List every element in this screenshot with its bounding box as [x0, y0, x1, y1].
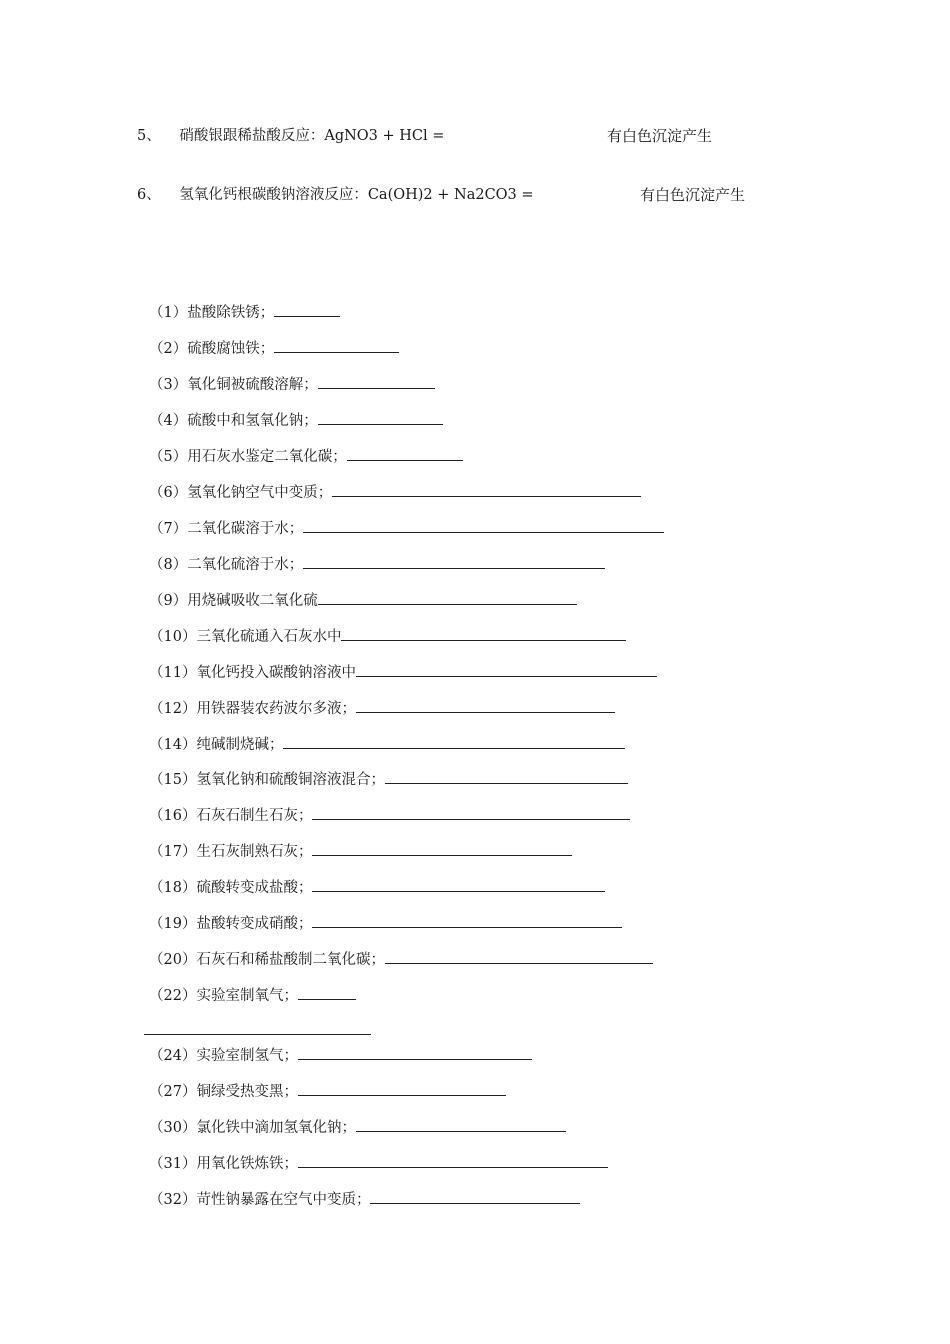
reaction-number: 6、 — [137, 187, 161, 203]
exercise-label: （30）氯化铁中滴加氢氧化钠； — [149, 1120, 356, 1136]
exercise-label: （1）盐酸除铁锈； — [149, 305, 275, 321]
exercise-label: （17）生石灰制熟石灰； — [149, 844, 313, 860]
answer-blank[interactable] — [356, 698, 615, 713]
answer-blank[interactable] — [312, 913, 622, 928]
exercise-item — [149, 734, 625, 755]
answer-blank[interactable] — [318, 374, 435, 389]
exercise-item — [149, 554, 605, 575]
exercise-item — [149, 949, 653, 970]
exercise-item — [149, 841, 572, 862]
exercise-item — [149, 913, 622, 934]
exercise-item — [149, 374, 435, 395]
exercise-item — [149, 805, 630, 826]
answer-blank[interactable] — [298, 985, 356, 1000]
exercise-label: （15）氢氧化钠和硫酸铜溶液混合； — [149, 772, 385, 788]
exercise-label: （31）用氧化铁炼铁； — [149, 1156, 298, 1172]
exercise-label: （24）实验室制氢气； — [149, 1048, 298, 1064]
exercise-label: （18）硫酸转变成盐酸； — [149, 880, 313, 896]
exercise-item — [149, 446, 463, 467]
reaction-5 — [137, 126, 444, 146]
exercise-label: （9）用烧碱吸收二氧化硫 — [149, 593, 318, 609]
exercise-label: （3）氧化铜被硫酸溶解； — [149, 377, 318, 393]
reaction-text: 硝酸银跟稀盐酸反应：AgNO3 + HCl = — [179, 128, 445, 144]
exercise-label: （22）实验室制氧气； — [149, 988, 298, 1004]
answer-blank[interactable] — [283, 734, 625, 749]
exercise-item — [149, 769, 628, 790]
reaction-5-result: 有白色沉淀产生 — [607, 127, 713, 145]
exercise-item — [149, 985, 356, 1006]
exercise-label: （16）石灰石制生石灰； — [149, 808, 313, 824]
answer-blank[interactable] — [312, 877, 605, 892]
exercise-label: （4）硫酸中和氢氧化钠； — [149, 413, 318, 429]
exercise-item — [149, 590, 577, 611]
answer-blank[interactable] — [356, 1117, 566, 1132]
exercise-item — [149, 698, 615, 719]
answer-blank[interactable] — [356, 662, 657, 677]
answer-blank[interactable] — [303, 554, 605, 569]
answer-blank[interactable] — [274, 302, 340, 317]
answer-blank[interactable] — [347, 446, 463, 461]
exercise-item — [149, 410, 443, 431]
reaction-text: 氢氧化钙根碳酸钠溶液反应：Ca(OH)2 + Na2CO3 = — [179, 187, 534, 203]
answer-blank[interactable] — [303, 518, 664, 533]
exercise-item — [149, 1189, 580, 1210]
exercise-item — [149, 626, 626, 647]
exercise-label: （5）用石灰水鉴定二氧化碳； — [149, 449, 347, 465]
exercise-item — [149, 1153, 608, 1174]
answer-blank[interactable] — [298, 1153, 608, 1168]
reaction-number: 5、 — [137, 128, 161, 144]
reaction-6-result: 有白色沉淀产生 — [640, 186, 746, 204]
exercise-label: （12）用铁器装农药波尔多液； — [149, 701, 356, 717]
exercise-item — [149, 1081, 506, 1102]
exercise-item — [149, 1045, 532, 1066]
exercise-item — [149, 338, 399, 359]
answer-blank[interactable] — [341, 626, 626, 641]
exercise-item — [149, 877, 605, 898]
answer-blank[interactable] — [332, 482, 641, 497]
exercise-label: （7）二氧化碳溶于水； — [149, 521, 304, 537]
exercise-item — [149, 662, 657, 683]
exercise-label: （6）氢氧化钠空气中变质； — [149, 485, 333, 501]
answer-blank[interactable] — [385, 949, 653, 964]
answer-blank[interactable] — [298, 1045, 532, 1060]
exercise-item — [149, 518, 664, 539]
exercise-label: （19）盐酸转变成硝酸； — [149, 916, 313, 932]
answer-blank[interactable] — [298, 1081, 506, 1096]
answer-blank[interactable] — [312, 805, 630, 820]
exercise-label: （8）二氧化硫溶于水； — [149, 557, 304, 573]
exercise-label: （10）三氧化硫通入石灰水中 — [149, 629, 342, 645]
exercise-label: （20）石灰石和稀盐酸制二氧化碳； — [149, 952, 385, 968]
answer-blank[interactable] — [318, 410, 443, 425]
exercise-item — [149, 1117, 566, 1138]
reaction-6 — [137, 185, 534, 205]
exercise-label: （11）氧化钙投入碳酸钠溶液中 — [149, 665, 356, 681]
exercise-label: （27）铜绿受热变黑； — [149, 1084, 298, 1100]
exercise-item — [149, 482, 641, 503]
answer-blank[interactable] — [385, 769, 628, 784]
exercise-item — [149, 302, 340, 323]
answer-blank[interactable] — [312, 841, 572, 856]
exercise-label: （32）苛性钠暴露在空气中变质； — [149, 1192, 371, 1208]
exercise-label: （14）纯碱制烧碱； — [149, 737, 284, 753]
answer-blank[interactable] — [274, 338, 399, 353]
answer-blank[interactable] — [318, 590, 577, 605]
exercise-label: （2）硫酸腐蚀铁； — [149, 341, 275, 357]
answer-blank-continuation[interactable] — [144, 1034, 371, 1035]
answer-blank[interactable] — [370, 1189, 580, 1204]
